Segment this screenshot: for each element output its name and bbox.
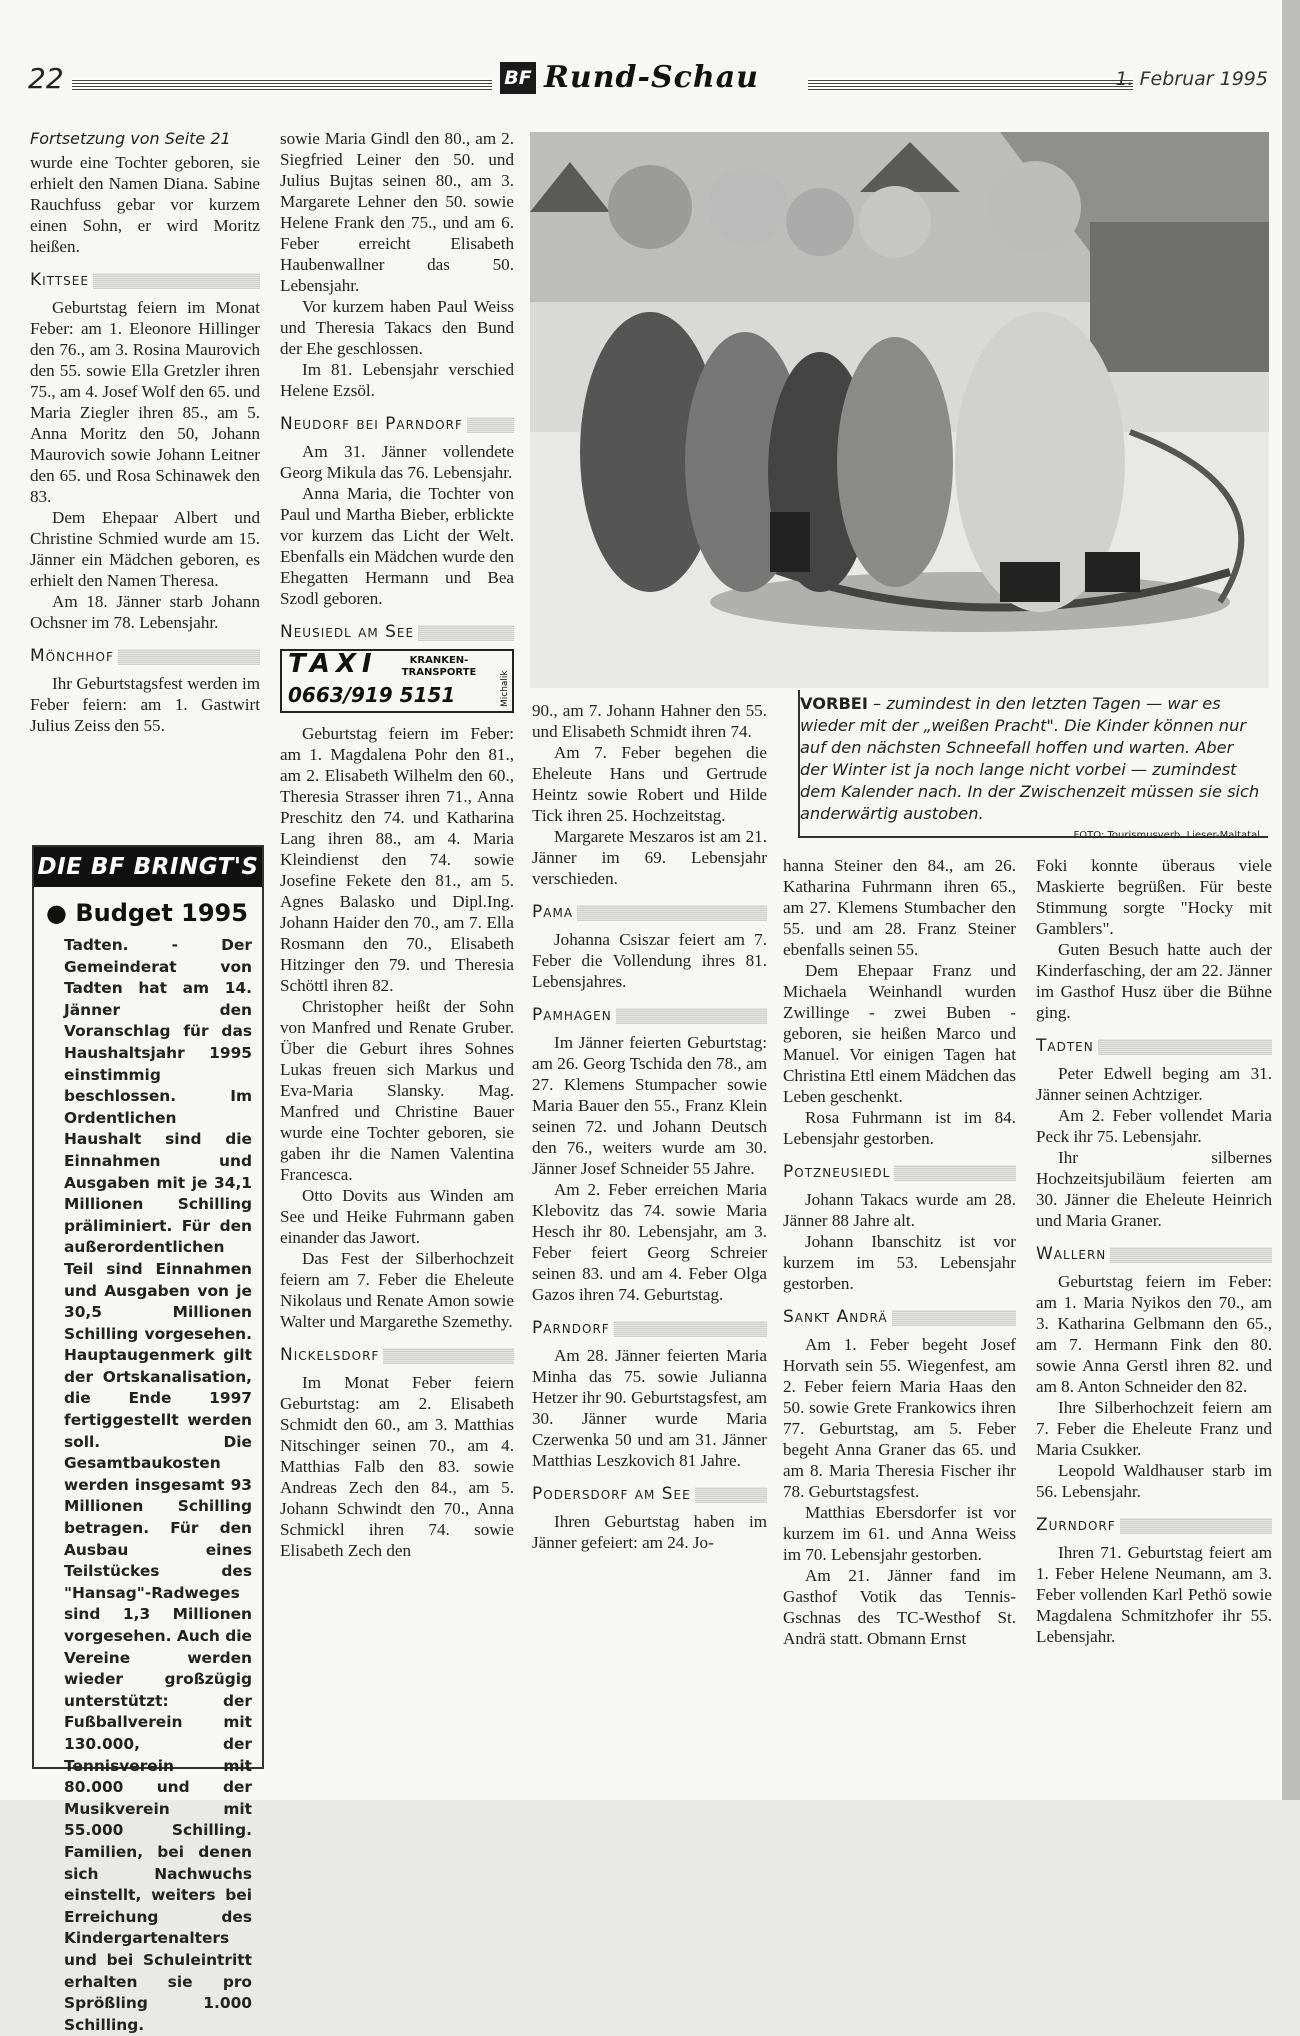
masthead-title: Rund-Schau — [544, 60, 759, 95]
paragraph: hanna Steiner den 84., am 26. Katharina Fuhrmann ihren 65., am 27. Klemens Stumbacher den 55. und am 28. Franz Steiner ebenfalls seinen 55. — [783, 856, 1016, 959]
paragraph: 90., am 7. Johann Hahner den 55. und Elisabeth Schmidt ihren 74. — [532, 701, 767, 741]
paragraph: Foki konnte überaus viele Maskierte begrüßen. Für beste Stimmung sorgte "Hocky mit Gamblers". — [1036, 856, 1272, 938]
taxi-word: TAXI — [288, 649, 378, 679]
page-header — [28, 62, 1268, 102]
paragraph: Vor kurzem haben Paul Weiss und Theresia Takacs den Bund der Ehe geschlossen. — [280, 297, 514, 358]
section-heading-sankt-andrae: Sankt Andrä — [783, 1306, 1016, 1328]
section-heading-tadten: Tadten — [1036, 1035, 1272, 1057]
paragraph: Johanna Csiszar feiert am 7. Feber die Vollendung ihres 81. Lebensjahres. — [532, 930, 767, 991]
header-rule-right — [808, 78, 1133, 90]
paragraph: Im Jänner feierten Geburtstag: am 26. Georg Tschida den 78., am 27. Klemens Stumpacher sowie Maria Bauer den 55., Franz Klein seinen 72. und Johann Deutsch den 76., weiters wurde am 30. Jänner Josef Schneider 55 Jahre. — [532, 1033, 767, 1178]
page-number: 22 — [28, 62, 64, 95]
paragraph: Am 2. Feber vollendet Maria Peck ihr 75. Lebensjahr. — [1036, 1106, 1272, 1146]
paragraph: Am 21. Jänner fand im Gasthof Votik das Tennis-Gschnas des TC-Westhof St. Andrä statt. Obmann Ernst — [783, 1566, 1016, 1648]
paragraph: Am 1. Feber begeht Josef Horvath sein 55. Wiegenfest, am 2. Feber feiern Maria Haas den 50. sowie Grete Frankowics ihren 77. Geburtstag, am 5. Feber begeht Anna Graner das 65. und am 8. Maria Theresia Fischer ihr 78. Geburtstagsfest. — [783, 1335, 1016, 1501]
paragraph: Johann Ibanschitz ist vor kurzem im 53. Lebensjahr gestorben. — [783, 1232, 1016, 1293]
section-heading-neudorf: Neudorf bei Parndorf — [280, 413, 514, 435]
paragraph: Anna Maria, die Tochter von Paul und Martha Bieber, erblickte vor kurzem das Licht der Welt. Ebenfalls ein Mädchen wurde den Ehegatten Hermann und Bea Szodl geboren. — [280, 484, 514, 608]
paragraph: Rosa Fuhrmann ist im 84. Lebensjahr gestorben. — [783, 1108, 1016, 1148]
section-heading-wallern: Wallern — [1036, 1243, 1272, 1265]
paragraph: Ihren 71. Geburtstag feiert am 1. Feber Helene Neumann, am 3. Feber vollenden Karl Pethö sowie Magdalena Schmitzhofer ihr 55. Lebensjahr. — [1036, 1543, 1272, 1646]
photo-credit: FOTO: Tourismusverb. Lieser-Maltatal — [1073, 830, 1260, 841]
section-heading-podersdorf: Podersdorf am See — [532, 1483, 767, 1505]
paragraph: Am 31. Jänner vollendete Georg Mikula das 76. Lebensjahr. — [280, 442, 514, 482]
news-box-subtitle: ● Budget 1995 — [46, 899, 248, 927]
news-box-text: Tadten. - Der Gemeinderat von Tadten hat am 14. Jänner den Voranschlag für das Haushaltsjahr 1995 einstimmig beschlossen. Im Ordentlichen Haushalt sind die Einnahmen und Ausgaben mit je 34,1 Millionen Schilling präliminiert. Für den außerordentlichen Teil sind Einnahmen und Ausgaben von je 30,5 Millionen Schilling vorgesehen. Hauptaugenmerk gilt der Ortskanalisation, die Ende 1997 fertiggestellt werden soll. Die Gesamtbaukosten werden insgesamt 93 Millionen Schilling betragen. Für den Ausbau eines Teilstückes des "Hansag"-Radweges sind 1,3 Millionen vorgesehen. Auch die Vereine werden wieder großzügig unterstützt: der Fußballverein mit 130.000, der Tennisverein mit 80.000 und der Musikverein mit 55.000 Schilling. Familien, bei denen sich Nachwuchs einstellt, weiters bei Erreichung des Kindergartenalters und bei Schuleintritt erhalten sie pro Sprößling 1.000 Schilling. — [64, 936, 252, 2034]
column-1 — [30, 128, 260, 736]
paragraph: Ihren Geburtstag haben im Jänner gefeiert: am 24. Jo- — [532, 1512, 767, 1552]
taxi-advertisement — [280, 649, 514, 713]
taxi-subline: KRANKEN- TRANSPORTE — [401, 655, 477, 678]
paragraph: Johann Takacs wurde am 28. Jänner 88 Jahre alt. — [783, 1190, 1016, 1230]
taxi-phone: 0663/919 5151 — [288, 683, 456, 707]
news-box — [32, 845, 264, 2034]
section-heading-pamhagen: Pamhagen — [532, 1004, 767, 1026]
paragraph: Im 81. Lebensjahr verschied Helene Ezsöl. — [280, 360, 514, 400]
column-5 — [1036, 855, 1272, 1647]
continuation-note: Fortsetzung von Seite 21 — [30, 129, 231, 148]
column-3 — [532, 700, 767, 1553]
column-4 — [783, 855, 1016, 1649]
paragraph: Dem Ehepaar Franz und Michaela Weinhandl wurden Zwillinge - zwei Buben - geboren, sie heißen Marco und Manuel. Vor einigen Tagen hat Christina Ettl einem Mädchen das Leben geschenkt. — [783, 961, 1016, 1106]
taxi-owner: Michalik — [500, 670, 510, 707]
section-heading-moenchhof: Mönchhof — [30, 645, 260, 667]
photo-caption — [800, 693, 1260, 847]
paragraph: Christopher heißt der Sohn von Manfred und Renate Gruber. Über die Geburt ihres Sohnes Lukas freuen sich Markus und Eva-Maria Slansky. Mag. Manfred und Christine Bauer wurde eine Tochter geboren, sie gaben ihr die Namen Valentina Francesca. — [280, 997, 514, 1184]
paragraph: Dem Ehepaar Albert und Christine Schmied wurde am 15. Jänner ein Mädchen geboren, es erhielt den Namen Theresa. — [30, 508, 260, 590]
caption-text: – zumindest in den letzten Tagen — war es wieder mit der „weißen Pracht". Die Kinder können nur auf den nächsten Schneefall hoffen und warten. Aber der Winter ist ja noch lange nicht vorbei — zumindest dem Kalender nach. In der Zwischenzeit müssen sie sich anderwärtig austoben. — [800, 694, 1260, 823]
paragraph: Geburtstag feiern im Feber: am 1. Maria Nyikos den 70., am 3. Katharina Gelbmann den 65., am 7. Hermann Fink den 80. sowie Anna Gerstl ihren 82. und am 8. Anton Schneider den 82. — [1036, 1272, 1272, 1396]
paragraph: Geburtstag feiern im Feber: am 1. Magdalena Pohr den 81., am 2. Elisabeth Wilhelm den 60., Theresia Strasser ihren 71., Anna Preschitz den 74. und Katharina Lang ihren 88., am 4. Maria Kleindienst den 74. sowie Josefine Fekete den 81., am 5. Agnes Balasko und Dipl.Ing. Johann Haider den 70., am 7. Ella Rosmann den 70., Elisabeth Hitzinger den 79. und Theresia Schöttl ihren 82. — [280, 724, 514, 995]
children-sled-photo — [530, 132, 1269, 688]
paragraph: Leopold Waldhauser starb im 56. Lebensjahr. — [1036, 1461, 1272, 1501]
page-edge — [1282, 0, 1300, 1800]
section-heading-pama: Pama — [532, 901, 767, 923]
section-heading-zurndorf: Zurndorf — [1036, 1514, 1272, 1536]
paragraph: wurde eine Tochter geboren, sie erhielt den Namen Diana. Sabine Rauchfuss gebar vor kurzem einen Sohn, er wird Moritz heißen. — [30, 153, 260, 256]
paragraph: Otto Dovits aus Winden am See und Heike Fuhrmann gaben einander das Jawort. — [280, 1186, 514, 1247]
bf-logo: BF — [500, 62, 536, 94]
section-heading-kittsee: Kittsee — [30, 269, 260, 291]
paragraph: Ihre Silberhochzeit feiern am 7. Feber die Eheleute Franz und Maria Csukker. — [1036, 1398, 1272, 1459]
paragraph: Am 18. Jänner starb Johann Ochsner im 78. Lebensjahr. — [30, 592, 260, 632]
photo-illustration — [530, 132, 1269, 688]
paragraph: Matthias Ebersdorfer ist vor kurzem im 61. und Anna Weiss im 70. Lebensjahr gestorben. — [783, 1503, 1016, 1564]
paragraph: Ihr silbernes Hochzeitsjubiläum feierten am 30. Jänner die Eheleute Heinrich und Maria Graner. — [1036, 1148, 1272, 1230]
section-heading-neusiedl: Neusiedl am See — [280, 621, 514, 643]
paragraph: Peter Edwell beging am 31. Jänner seinen Achtziger. — [1036, 1064, 1272, 1104]
paragraph: sowie Maria Gindl den 80., am 2. Siegfried Leiner den 50. und Julius Bujtas seinen 80., am 3. Margarete Lehner den 50. sowie Helene Frank den 75., und am 6. Feber erreicht Elisabeth Haubenwallner das 50. Lebensjahr. — [280, 129, 514, 295]
paragraph: Am 2. Feber erreichen Maria Klebovitz das 74. sowie Maria Hesch ihr 80. Lebensjahr, am 3. Feber feiert Georg Schreier seinen 83. und am 4. Feber Olga Gazos ihren 74. Geburtstag. — [532, 1180, 767, 1304]
header-rule-left — [72, 78, 492, 90]
paragraph: Am 28. Jänner feierten Maria Minha das 75. sowie Julianna Hetzer ihr 90. Geburtstagsfest, am 30. Jänner wurde Maria Czerwenka 50 und am 31. Jänner Matthias Leszkovich 81 Jahre. — [532, 1346, 767, 1470]
paragraph: Margarete Meszaros ist am 21. Jänner im 69. Lebensjahr verschieden. — [532, 827, 767, 888]
issue-date: 1. Februar 1995 — [1115, 68, 1268, 90]
column-2 — [280, 128, 514, 1561]
paragraph: Am 7. Feber begehen die Eheleute Hans und Gertrude Heintz sowie Robert und Hilde Tick ihren 25. Hochzeitstag. — [532, 743, 767, 825]
caption-lead: VORBEI — [800, 694, 868, 713]
news-box-title: DIE BF BRINGT'S — [34, 847, 262, 887]
paragraph: Im Monat Feber feiern Geburtstag: am 2. Elisabeth Schmidt den 60., am 3. Matthias Nitschinger seinen 70., am 4. Matthias Falb den 83. sowie Andreas Zech den 84., am 5. Johann Schwindt den 70., Anna Schmickl ihren 74. sowie Elisabeth Zech den — [280, 1373, 514, 1560]
bullet-icon: ● — [46, 899, 67, 927]
section-heading-potzneusiedl: Potzneusiedl — [783, 1161, 1016, 1183]
paragraph: Das Fest der Silberhochzeit feiern am 7. Feber die Eheleute Nikolaus und Renate Amon sowie Walter und Margarethe Szemethy. — [280, 1249, 514, 1331]
paragraph: Guten Besuch hatte auch der Kinderfasching, der am 22. Jänner im Gasthof Husz über die Bühne ging. — [1036, 940, 1272, 1022]
paragraph: Geburtstag feiern im Monat Feber: am 1. Eleonore Hillinger den 76., am 3. Rosina Maurovich den 55. sowie Ella Gretzler ihren 75., am 4. Josef Wolf den 65. und Maria Ziegler ihren 85., am 5. Anna Moritz den 50, Johann Maurovich sowie Johann Leitner den 65. und Rosa Schinawek den 83. — [30, 298, 260, 506]
paragraph: Ihr Geburtstagsfest werden im Feber feiern: am 1. Gastwirt Julius Zeiss den 55. — [30, 674, 260, 735]
section-heading-parndorf: Parndorf — [532, 1317, 767, 1339]
section-heading-nickelsdorf: Nickelsdorf — [280, 1344, 514, 1366]
